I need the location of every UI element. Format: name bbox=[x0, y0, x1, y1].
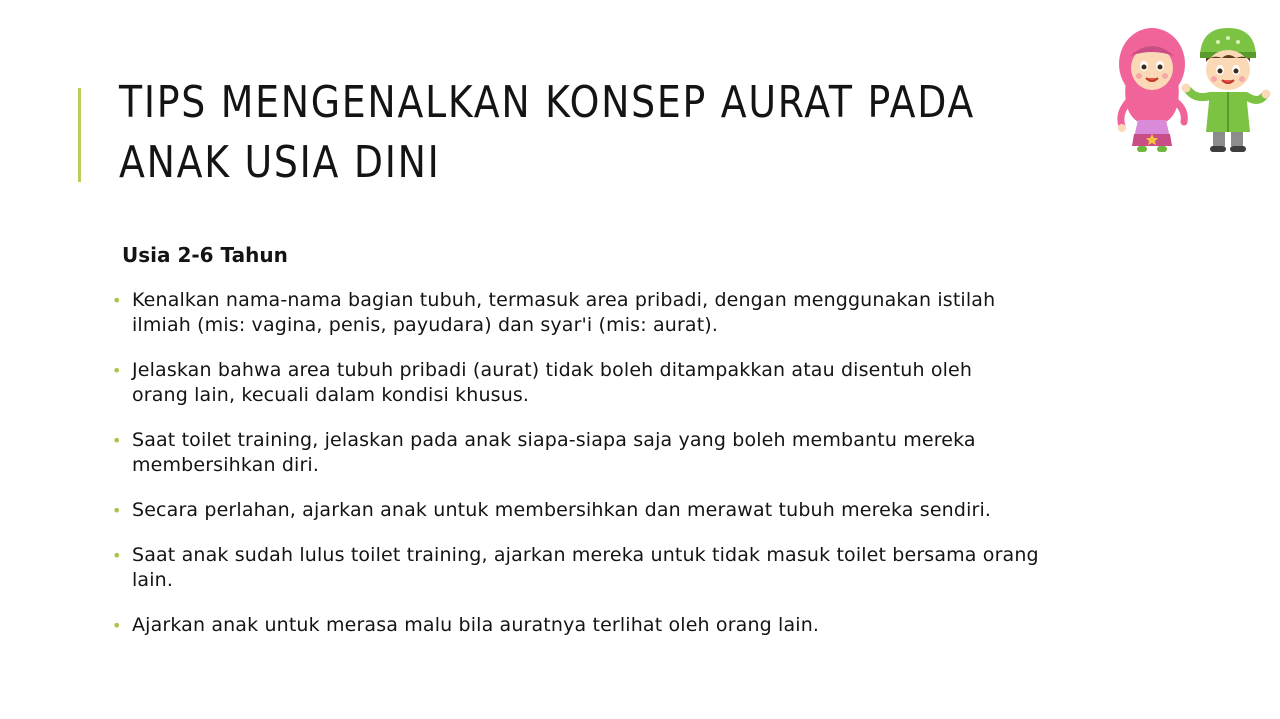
slide-title bbox=[119, 73, 976, 193]
bullet-icon: • bbox=[112, 431, 122, 450]
bullet-icon: • bbox=[112, 291, 122, 310]
list-item-line-2: lain. bbox=[132, 569, 174, 591]
list-item bbox=[112, 543, 1152, 593]
list-item-line-1: Saat anak sudah lulus toilet training, ajarkan mereka untuk tidak masuk toilet bersama orang bbox=[132, 544, 1039, 566]
list-item bbox=[112, 288, 1152, 338]
muslim-kids-illustration bbox=[1112, 22, 1272, 154]
bullet-icon: • bbox=[112, 501, 122, 520]
list-item-line-1: Ajarkan anak untuk merasa malu bila auratnya terlihat oleh orang lain. bbox=[132, 614, 820, 636]
girl-figure bbox=[1118, 28, 1185, 152]
slide-title-line-1: TIPS MENGENALKAN KONSEP AURAT PADA bbox=[119, 77, 976, 128]
list-item-line-1: Secara perlahan, ajarkan anak untuk membersihkan dan merawat tubuh mereka sendiri. bbox=[132, 499, 992, 521]
slide-title-line-2: ANAK USIA DINI bbox=[119, 137, 441, 188]
list-item-line-2: orang lain, kecuali dalam kondisi khusus. bbox=[132, 384, 530, 406]
age-subheading: Usia 2-6 Tahun bbox=[122, 243, 288, 267]
list-item bbox=[112, 428, 1152, 478]
title-accent-bar bbox=[78, 88, 81, 182]
list-item bbox=[112, 613, 1152, 638]
list-item-line-1: Jelaskan bahwa area tubuh pribadi (aurat) tidak boleh ditampakkan atau disentuh oleh bbox=[132, 359, 973, 381]
boy-figure bbox=[1182, 28, 1271, 152]
bullet-icon: • bbox=[112, 616, 122, 635]
list-item-line-1: Kenalkan nama-nama bagian tubuh, termasuk area pribadi, dengan menggunakan istilah bbox=[132, 289, 996, 311]
list-item-line-2: membersihkan diri. bbox=[132, 454, 320, 476]
bullet-icon: • bbox=[112, 361, 122, 380]
tips-list bbox=[112, 288, 1152, 658]
bullet-icon: • bbox=[112, 546, 122, 565]
list-item bbox=[112, 498, 1152, 523]
list-item-line-2: ilmiah (mis: vagina, penis, payudara) dan syar'i (mis: aurat). bbox=[132, 314, 719, 336]
list-item bbox=[112, 358, 1152, 408]
list-item-line-1: Saat toilet training, jelaskan pada anak siapa-siapa saja yang boleh membantu mereka bbox=[132, 429, 976, 451]
